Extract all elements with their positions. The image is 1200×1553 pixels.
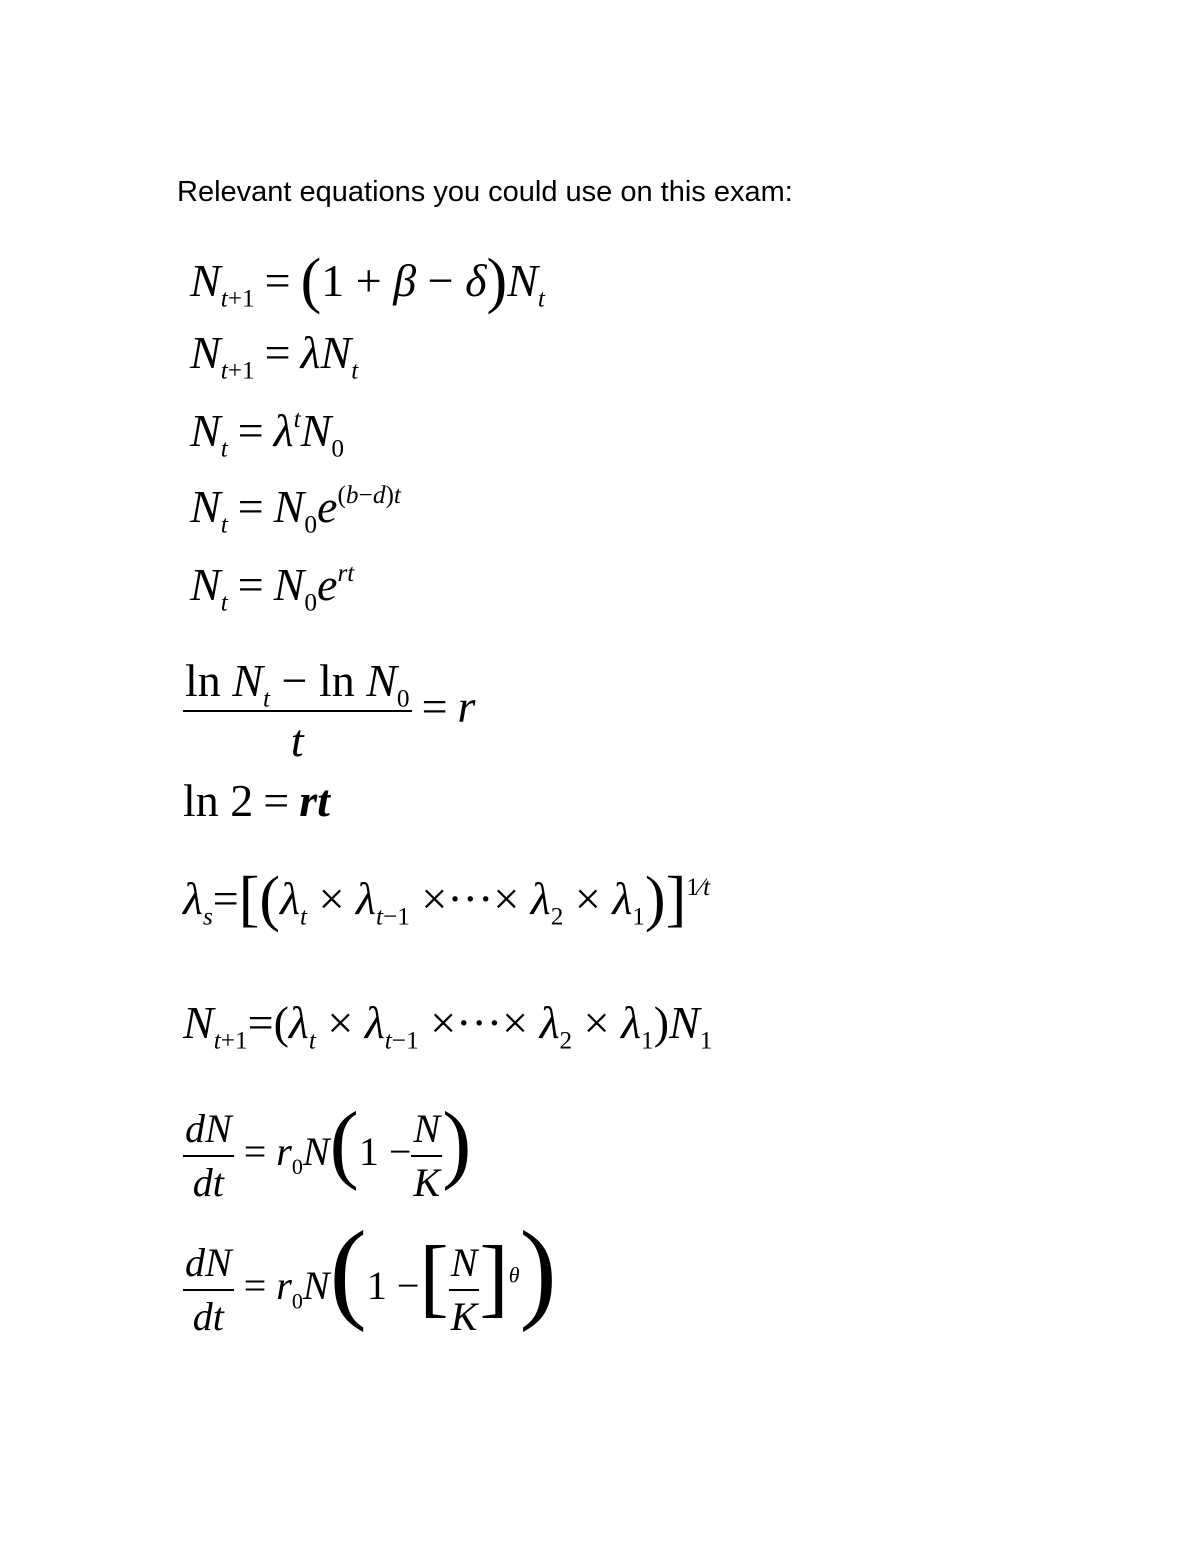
equation-2: $N_{t+1} = \lambda N_t$ (190, 327, 359, 385)
equation-1: $N_{t+1} = (1 + \beta - \delta)N_t$ (190, 247, 545, 315)
equation-9: $N_{t+1}=(\lambda_t \times \lambda_{t-1}$ ×···× $\lambda_2 \times \lambda_1)N_1$ (183, 997, 713, 1055)
equation-11: $\frac{dN}{dt}$ = $r_0N(1$ −[ $\frac{N}{K}$ ]$^\theta$) (185, 1209, 557, 1339)
equation-10: $\frac{dN}{dt}$ = $r_0N(1$ − $\frac{N}{K}$ ) (185, 1095, 472, 1205)
page-heading: Relevant equations you could use on this exam: (177, 176, 793, 208)
equation-4: $N_t = N_0e^{(b-d)t}$ (190, 481, 401, 539)
equation-7: ln 2 = rt (183, 775, 330, 826)
equation-6: $\frac{\ln N_t - \ln N_0}{t}$ = r (185, 655, 476, 766)
equation-5: $N_t = N_0e^{rt}$ (190, 559, 355, 617)
equation-3: $N_t = \lambda^tN_0$ (190, 405, 344, 463)
equation-8: $\lambda_s=[(\lambda_t \times \lambda_{t-1}$ ×···× $\lambda_2 \times \lambda_1)]^{1⁄t}$ (183, 865, 711, 933)
